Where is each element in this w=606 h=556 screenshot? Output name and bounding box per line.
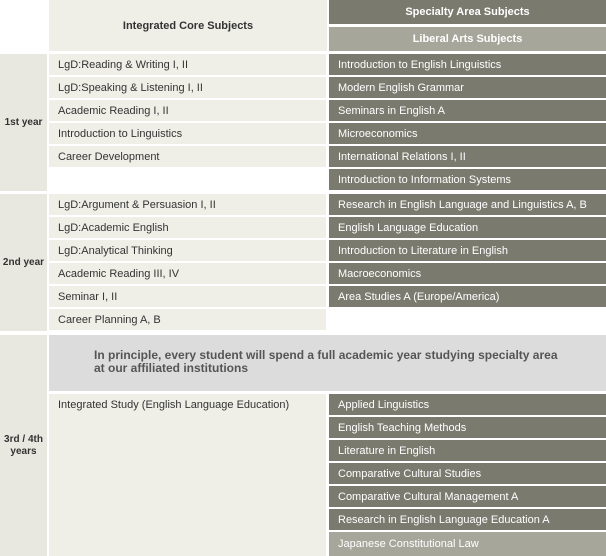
core-course: LgD:Reading & Writing I, II bbox=[49, 54, 326, 75]
specialty-course: Comparative Cultural Management A bbox=[329, 486, 606, 507]
core-course: Introduction to Linguistics bbox=[49, 123, 326, 144]
notice-line: In principle, every student will spend a full academic year studying specialty area bbox=[94, 348, 558, 362]
year-label-2nd: 2nd year bbox=[0, 194, 47, 331]
year-label-3rd-4th bbox=[0, 335, 47, 556]
core-course: Academic Reading I, II bbox=[49, 100, 326, 121]
notice-line: at our affiliated institutions bbox=[94, 361, 249, 375]
specialty-course: Modern English Grammar bbox=[329, 77, 606, 98]
specialty-course: Microeconomics bbox=[329, 123, 606, 144]
specialty-course: International Relations I, II bbox=[329, 146, 606, 167]
header-specialty-subjects: Specialty Area Subjects bbox=[329, 0, 606, 24]
core-course: LgD:Speaking & Listening I, II bbox=[49, 77, 326, 98]
core-course: Career Development bbox=[49, 146, 326, 167]
core-course: LgD:Argument & Persuasion I, II bbox=[49, 194, 326, 215]
core-course: Integrated Study (English Language Education) bbox=[49, 394, 326, 556]
specialty-course: Introduction to Information Systems bbox=[329, 169, 606, 190]
core-course: LgD:Analytical Thinking bbox=[49, 240, 326, 261]
year-label-line: years bbox=[10, 445, 37, 457]
specialty-course: English Teaching Methods bbox=[329, 417, 606, 438]
study-abroad-notice bbox=[49, 335, 606, 391]
specialty-course: English Language Education bbox=[329, 217, 606, 238]
specialty-course: Macroeconomics bbox=[329, 263, 606, 284]
liberal-arts-course: Japanese Constitutional Law bbox=[329, 532, 606, 556]
year-label-line: 3rd / 4th bbox=[4, 433, 43, 445]
specialty-course: Comparative Cultural Studies bbox=[329, 463, 606, 484]
header-liberal-arts-subjects: Liberal Arts Subjects bbox=[329, 27, 606, 51]
core-course: Academic Reading III, IV bbox=[49, 263, 326, 284]
core-course: LgD:Academic English bbox=[49, 217, 326, 238]
specialty-course: Introduction to English Linguistics bbox=[329, 54, 606, 75]
specialty-course: Seminars in English A bbox=[329, 100, 606, 121]
year-label-1st: 1st year bbox=[0, 54, 47, 191]
core-course: Seminar I, II bbox=[49, 286, 326, 307]
specialty-course: Literature in English bbox=[329, 440, 606, 461]
specialty-course: Area Studies A (Europe/America) bbox=[329, 286, 606, 307]
specialty-course: Introduction to Literature in English bbox=[329, 240, 606, 261]
header-core-subjects: Integrated Core Subjects bbox=[49, 0, 327, 51]
core-course: Career Planning A, B bbox=[49, 309, 326, 330]
specialty-course: Research in English Language and Linguistics A, B bbox=[329, 194, 606, 215]
specialty-course: Applied Linguistics bbox=[329, 394, 606, 415]
specialty-course: Research in English Language Education A bbox=[329, 509, 606, 530]
